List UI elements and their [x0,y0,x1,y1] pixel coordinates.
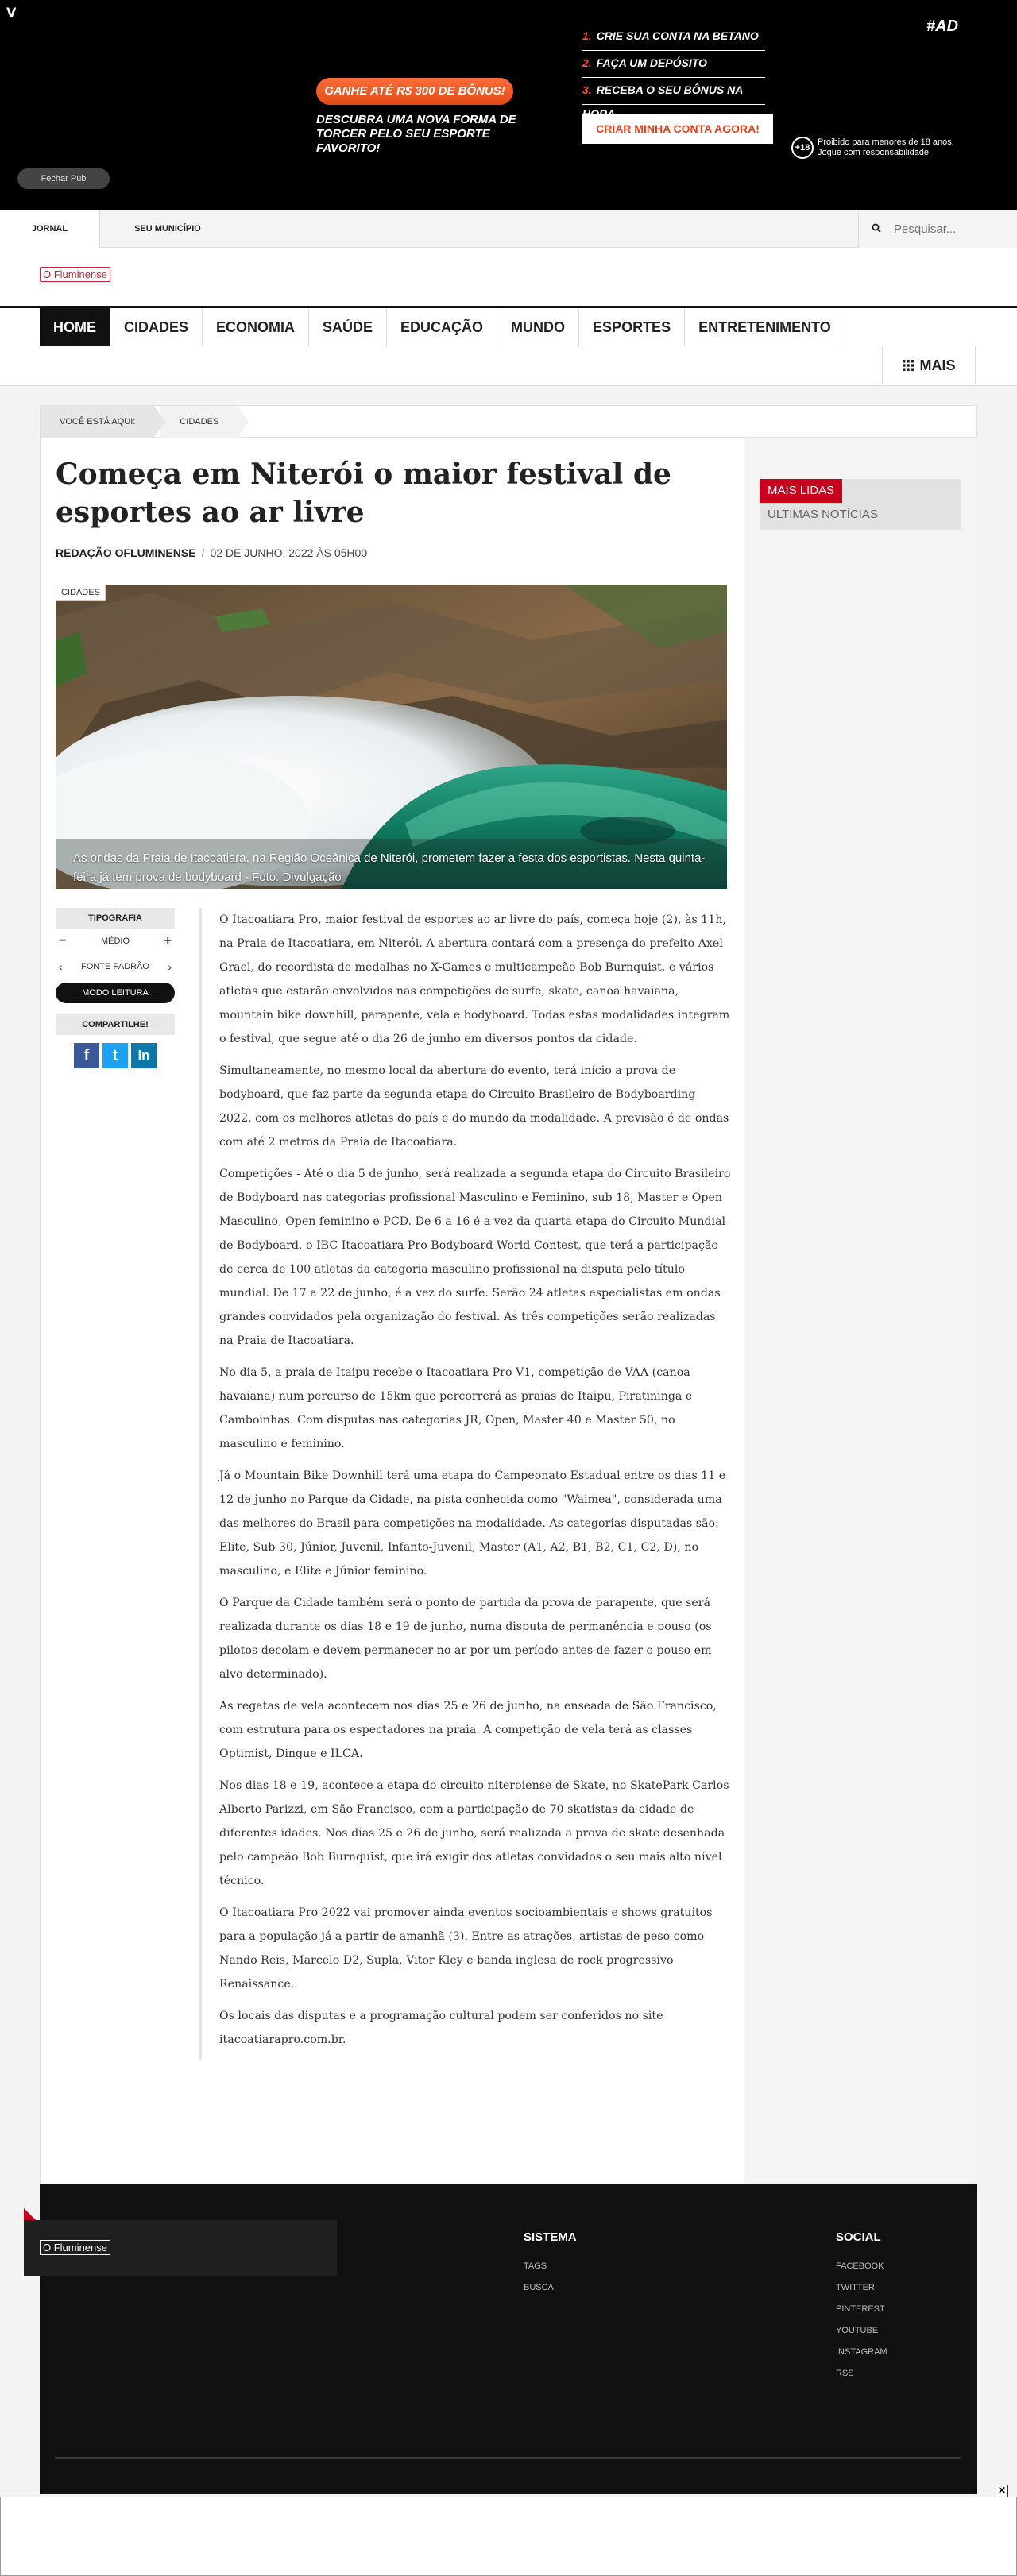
hero-caption: As ondas da Praia de Itacoatiara, na Região Oceânica de Niterói, prometem fazer a festa dos esportistas. Nesta quinta-feira já tem prova de bodyboard - Foto: Divulgação [73,852,706,884]
breadcrumb-item-cidades[interactable]: CIDADES [160,406,238,438]
top-ad-banner[interactable] [0,0,1017,210]
chevron-left-icon[interactable]: ‹ [59,960,63,973]
content-container [40,405,977,2184]
grid-icon [903,360,914,371]
nav-item-home[interactable]: HOME [40,308,110,346]
main-navigation [0,308,1017,386]
nav-item-cidades[interactable]: CIDADES [110,308,203,346]
footer-link-youtube[interactable]: YOUTUBE [836,2326,879,2335]
nav-item-educacao[interactable]: EDUCAÇÃO [387,308,497,346]
share-title: COMPARTILHE! [56,1014,175,1035]
footer-divider [55,2457,961,2459]
article-paragraph: Os locais das disputas e a programação cultural podem ser conferidos no site itacoatiarapro.com.br. [219,2010,663,2046]
ad-step: 3. RECEBA O SEU BÔNUS NA [582,78,765,105]
footer-sistema-title: SISTEMA [524,2230,577,2244]
article-paragraph: Simultaneamente, no mesmo local da abertura do evento, terá início a prova de bodyboard, que faz parte da segunda etapa do Circuito Brasileiro de Bodyboarding 2022, com os melhores atletas do país e do mundo da modalidade. A previsão é de ondas com até 2 metros da Praia de Itacoatiara. [219,1064,729,1149]
nav-item-esportes[interactable]: ESPORTES [579,308,685,346]
ad-bonus-pill[interactable]: GANHE ATÉ R$ 300 DE BÔNUS! [316,78,513,105]
footer-link-tags[interactable]: TAGS [524,2261,547,2271]
search-input[interactable] [894,218,1013,240]
top-bar [0,210,1017,248]
article-byline [56,546,367,559]
close-ad-button[interactable]: Fechar Pub [17,168,110,189]
search-icon[interactable] [872,223,881,233]
article-paragraph: O Itacoatiara Pro 2022 vai promover ainda eventos socioambientais e shows gratuitos para a população já a partir de amanhã (3). Entre as atrações, artistas de peso como Nando Reis, Marcelo D2, Supla, Vitor Kley e banda inglesa de rock progressivo Renaissance. [219,1906,713,1991]
ad-description: DESCUBRA UMA NOVA FORMA DE TORCER PELO SEU ESPORTE FAVORITO! [316,113,516,155]
nav-more-label: MAIS [919,357,956,373]
byline-separator: / [201,546,205,559]
site-logo[interactable]: O Fluminense [40,267,110,282]
article-paragraph: Nos dias 18 e 19, acontece a etapa do circuito niteroiense de Skate, no SkatePark Carlos Alberto Parizzi, em São Francisco, com a participação de 70 skatistas da cidade de diferentes idades. Nos dias 25 e 26 de junho, será realizada a prova de skate desenhada pelo campeão Bob Burnquist, que irá exigir dos atletas convidados o seu mais alto nível técnico. [219,1779,729,1887]
footer-link-rss[interactable]: RSS [836,2369,854,2378]
article-date: 02 DE JUNHO, 2022 ÀS 05H00 [210,546,368,559]
article-paragraph: No dia 5, a praia de Itaipu recebe o Itacoatiara Pro V1, competição de VAA (canoa havaiana) num percurso de 15km que percorrerá as praias de Itaipu, Piratininga e Camboinhas. Com disputas nas categorias JR, Open, Master 40 e Master 50, no masculino e feminino. [219,1366,693,1450]
article-paragraph: O Parque da Cidade também será o ponto de partida da prova de parapente, que será realizada durante os dias 18 e 19 de junho, numa disputa de permanência e pouso (os pilotos decolam e devem permanecer no ar por um período antes de fazer o pouso em alvo determinado). [219,1597,712,1681]
typography-title: TIPOGRAFIA [56,908,175,929]
breadcrumb-prefix: VOCÊ ESTÁ AQUI: [41,406,154,438]
article-title: Começa em Niterói o maior festival de esportes ao ar livre [56,458,671,529]
footer-link-pinterest[interactable]: PINTEREST [836,2304,885,2314]
hero-category-tag[interactable]: CIDADES [56,585,106,601]
facebook-icon[interactable]: f [74,1043,99,1068]
share-buttons [56,1043,175,1068]
bottom-ad-slot[interactable] [0,2497,1017,2576]
footer-link-facebook[interactable]: FACEBOOK [836,2261,884,2271]
chevron-right-icon[interactable]: › [168,960,172,973]
footer-social-title: SOCIAL [836,2230,881,2244]
ad-tag: #AD [926,17,959,35]
font-size-control [56,929,175,954]
nav-item-entretenimento[interactable]: ENTRETENIMENTO [685,308,845,346]
site-header [0,248,1017,308]
twitter-icon[interactable]: t [102,1043,128,1068]
nav-item-economia[interactable]: ECONOMIA [203,308,309,346]
font-family-control [56,954,175,979]
footer-link-busca[interactable]: BUSCA [524,2283,554,2292]
increase-size-button[interactable]: + [164,934,172,948]
ad-step: 2. FAÇA UM DEPÓSITO [582,51,765,78]
ad-logo: V [6,5,17,20]
reading-mode-button[interactable]: MODO LEITURA [56,983,175,1003]
article-paragraph: Já o Mountain Bike Downhill terá uma etapa do Campeonato Estadual entre os dias 11 e 12 de junho no Parque da Cidade, na pista conhecida como "Waimea", considerada uma das melhores do Brasil para competições na modalidade. As categorias disputadas são: Elite, Sub 30, Júnior, Juvenil, Infanto-Juvenil, Master (A1, A2, B1, B2, C1, C2, D), no masculino, e Elite e Júnior feminino. [219,1470,726,1578]
search-box [858,210,1017,248]
nav-item-saude[interactable]: SAÚDE [309,308,387,346]
font-family-label: FONTE PADRÃO [81,962,149,971]
ad-step: 1. CRIE SUA CONTA NA BETANO [582,24,765,51]
article-tools [56,908,175,1068]
article-body [199,908,731,2060]
decrease-size-button[interactable]: − [59,934,67,948]
font-size-label: MÉDIO [100,937,130,946]
article-paragraph: Competições - Até o dia 5 de junho, será realizada a segunda etapa do Circuito Brasileiro de Bodyboard nas categorias profissional Masculino e Feminino, sub 18, Master e Open Masculino, Open feminino e PCD. De 6 a 16 é a vez da quarta etapa do Circuito Mundial de Bodyboard, o IBC Itacoatiara Pro Bodyboard World Contest, que terá a participação de cerca de 100 atletas da categoria masculino profissional na disputa pelo título mundial. De 17 a 22 de junho, é a vez do surfe. Serão 24 atletas especialistas em ondas grandes convidados pela organização do festival. As três competições serão realizadas na Praia de Itacoatiara. [219,1168,731,1347]
footer-link-twitter[interactable]: TWITTER [836,2283,875,2292]
ad-cta-button[interactable]: CRIAR MINHA CONTA AGORA! [582,114,773,144]
footer-logo-accent [24,2208,37,2221]
tab-ultimas-noticias[interactable]: ÚLTIMAS NOTÍCIAS [768,508,878,521]
nav-item-mundo[interactable]: MUNDO [497,308,579,346]
tab-seu-municipio[interactable]: SEU MUNICÍPIO [134,224,201,234]
article-paragraph: As regatas de vela acontecem nos dias 25 e 26 de junho, na enseada de São Francisco, com estrutura para os espectadores na praia. A competição de vela terá as classes Optimist, Dingue e ILCA. [219,1700,717,1760]
linkedin-icon[interactable]: in [131,1043,157,1068]
sidebar-tabs [760,479,961,530]
age-restriction-notice: Proibido para menores de 18 anos. Jogue com responsabilidade. [818,137,954,157]
hero-image [56,585,727,889]
wave-photo [56,585,727,889]
site-footer [40,2184,977,2494]
ad-steps-list [582,24,765,105]
close-icon[interactable]: ✕ [996,2485,1008,2497]
age-restriction-badge: +18 [791,137,814,159]
footer-link-instagram[interactable]: INSTAGRAM [836,2347,887,2357]
tab-jornal[interactable]: JORNAL [0,210,100,248]
sidebar [744,438,977,2184]
article-paragraph: O Itacoatiara Pro, maior festival de esportes ao ar livre do país, começa hoje (2), às 11h, na Praia de Itacoatiara, em Niterói. A abertura contará com a presença do prefeito Axel Grael, do recordista de medalhas no X-Games e multicampeão Bob Burnquist, e vários atletas que estarão envolvidos nas competições de surfe, skate, canoa havaiana, mountain bike downhill, parapente, vela e bodyboard. Todas estas modalidades integram o festival, que segue até o dia 26 de junho em diversos pontos da cidade. [219,913,730,1045]
footer-logo-box [24,2220,337,2276]
breadcrumb [41,406,978,438]
footer-logo[interactable]: O Fluminense [40,2240,110,2255]
tab-mais-lidas[interactable]: MAIS LIDAS [760,479,842,503]
nav-more-button[interactable] [882,346,976,384]
article-author[interactable]: REDAÇÃO OFLUMINENSE [56,546,196,559]
